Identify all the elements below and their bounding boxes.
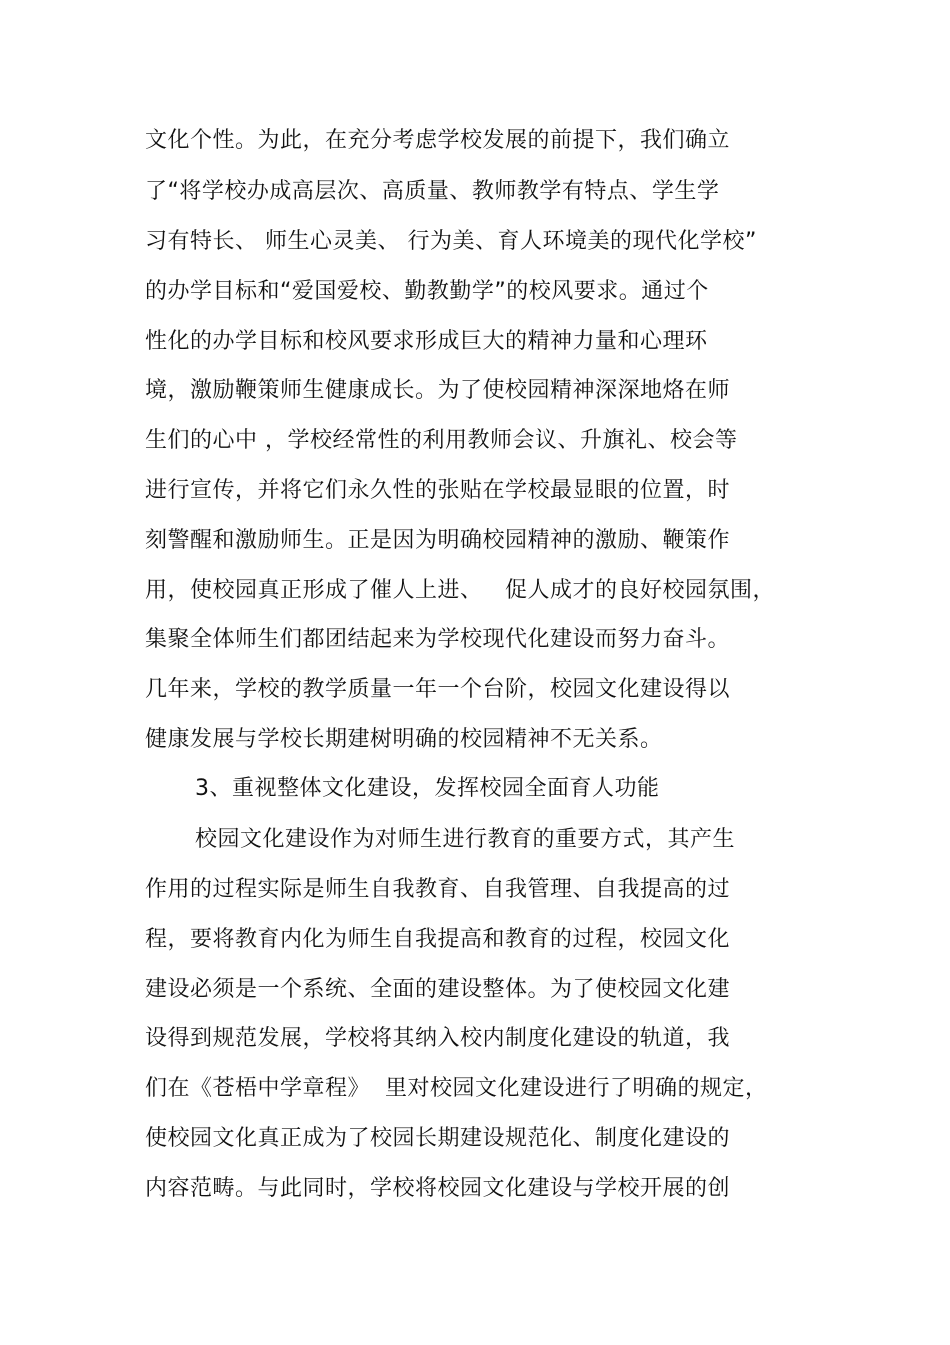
- text-line: 性化的办学目标和校风要求形成巨大的精神力量和心理环: [145, 329, 708, 354]
- text-line: 设得到规范发展，学校将其纳入校内制度化建设的轨道，我: [145, 1026, 731, 1051]
- text-line: 刻警醒和激励师生。正是因为明确校园精神的激励、鞭策作: [145, 528, 731, 553]
- text-line: 进行宣传，并将它们永久性的张贴在学校最显眼的位置，时: [145, 478, 731, 503]
- text-line: 了“将学校办成高层次、高质量、教师教学有特点、学生学: [145, 179, 720, 204]
- text-line: 内容范畴。与此同时，学校将校园文化建设与学校开展的创: [145, 1176, 731, 1201]
- text-line: 集聚全体师生们都团结起来为学校现代化建设而努力奋斗。: [145, 627, 731, 652]
- paragraph-first-line: 校园文化建设作为对师生进行教育的重要方式，其产生: [195, 827, 736, 852]
- section-heading: 3、重视整体文化建设，发挥校园全面育人功能: [195, 776, 660, 801]
- text-line: 境，激励鞭策师生健康成长。为了使校园精神深深地烙在师: [145, 378, 731, 403]
- text-line: 健康发展与学校长期建树明确的校园精神不无关系。: [145, 727, 663, 752]
- text-line: 作用的过程实际是师生自我教育、自我管理、自我提高的过: [145, 877, 731, 902]
- text-line: 文化个性。为此，在充分考虑学校发展的前提下，我们确立: [145, 128, 731, 153]
- text-line: 程，要将教育内化为师生自我提高和教育的过程，校园文化: [145, 927, 731, 952]
- text-line: 们在《苍梧中学章程》 里对校园文化建设进行了明确的规定，: [145, 1076, 768, 1101]
- text-line: 几年来，学校的教学质量一年一个台阶，校园文化建设得以: [145, 677, 731, 702]
- text-line: 生们的心中 ，学校经常性的利用教师会议、升旗礼、校会等: [145, 428, 738, 453]
- text-line: 习有特长、 师生心灵美、 行为美、育人环境美的现代化学校”: [145, 229, 757, 254]
- text-line: 的办学目标和“爱国爱校、勤教勤学”的校风要求。通过个: [145, 279, 709, 304]
- text-line: 用，使校园真正形成了催人上进、 促人成才的良好校园氛围，: [145, 578, 775, 603]
- text-line: 使校园文化真正成为了校园长期建设规范化、制度化建设的: [145, 1126, 731, 1151]
- text-line: 建设必须是一个系统、全面的建设整体。为了使校园文化建: [145, 977, 731, 1002]
